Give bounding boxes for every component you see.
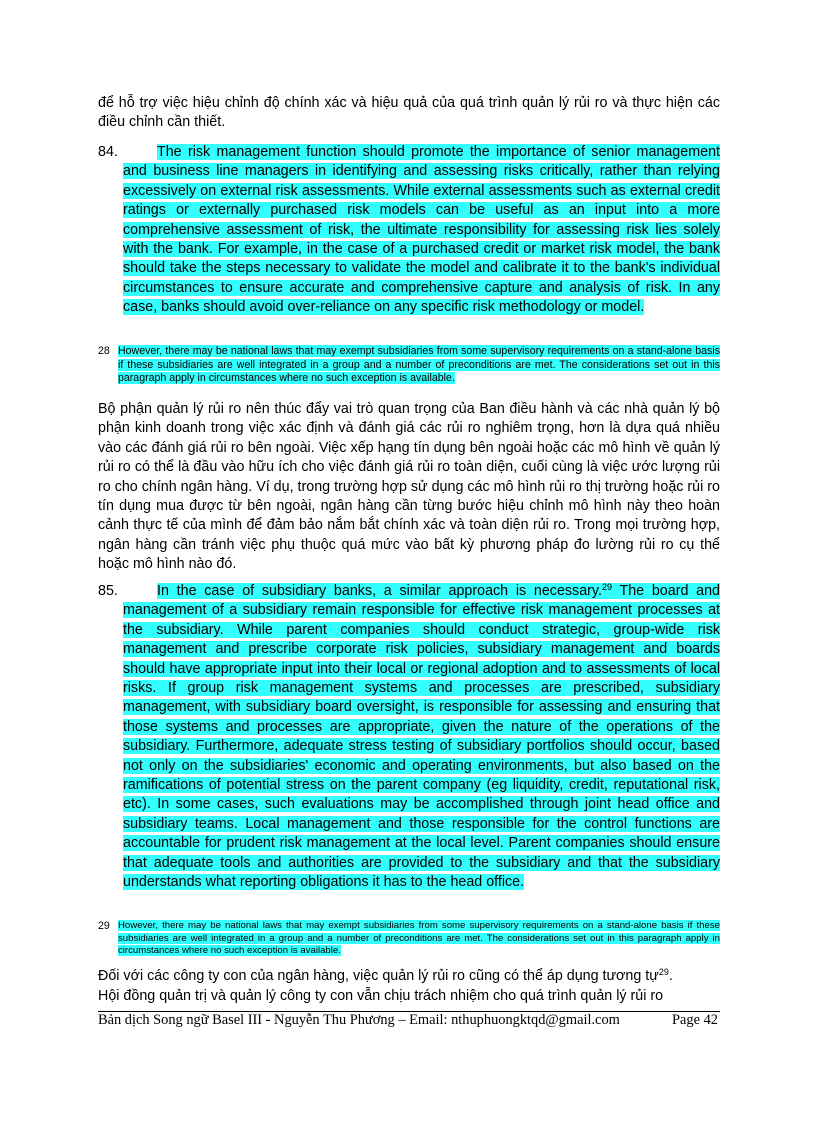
footnote-28-text: However, there may be national laws that may exempt subsidiaries from some supervisory requirements on a stand-alone basis if these subsidiaries are well integrated in a group and a number of preconditions are met. The considerations set out in this paragraph apply in circumstances where no such exception is available. xyxy=(118,345,720,385)
paragraph-85-lead: In the case of subsidiary banks, a similar approach is necessary. xyxy=(157,583,602,599)
footer-credit: Bản dịch Song ngữ Basel III - Nguyễn Thu Phương – Email: nthuphuongktqd@gmail.com xyxy=(98,1012,620,1028)
vietnamese-paragraph-85-line2: Hội đồng quản trị và quản lý công ty con vẫn chịu trách nhiệm cho quá trình quản lý rủi ro xyxy=(98,988,664,1004)
footnote-ref-29[interactable]: 29 xyxy=(601,582,612,592)
footnote-number: 28 xyxy=(98,345,110,357)
footnote-28 xyxy=(98,345,720,386)
vietnamese-paragraph-84: Bộ phận quản lý rủi ro nên thúc đẩy vai trò quan trọng của Ban điều hành và các nhà quản lý bộ phận kinh doanh trong việc xác định và đánh giá các rủi ro nghiêm trọng, hơn là dựa quá nhiều vào các đánh giá rủi ro bên ngoài. Việc xếp hạng tín dụng bên ngoài hoặc các mô hình về quản lý rủi ro có thể là đầu vào hữu ích cho việc đánh giá rủi ro toàn diện, cuối cùng là việc ước lượng rủi ro cho chính ngân hàng. Ví dụ, trong trường hợp sử dụng các mô hình rủi ro thị trường hoặc rủi ro tín dụng mua được từ bên ngoài, ngân hàng cần từng bước hiệu chỉnh mô hình này theo hoàn cảnh thực tế của mình để đảm bảo nắm bắt chính xác và toàn diện rủi ro. Trong mọi trường hợp, ngân hàng cần tránh việc phụ thuộc quá mức vào bất kỳ phương pháp đo lường rủi ro cụ thể hoặc mô hình nào đó. xyxy=(98,401,720,573)
footnote-ref-29[interactable]: 29 xyxy=(658,967,669,977)
footnote-number: 29 xyxy=(98,920,110,932)
paragraph-number: 85. xyxy=(98,583,118,599)
vn85-period: . xyxy=(668,968,673,984)
paragraph-85 xyxy=(98,582,720,893)
intro-tail-text: để hỗ trợ việc hiệu chỉnh độ chính xác và hiệu quả của quá trình quản lý rủi ro và thực hiện các điều chỉnh cần thiết. xyxy=(98,95,720,131)
footnote-29 xyxy=(98,920,720,958)
vn85-text: Đối với các công ty con của ngân hàng, việc quản lý rủi ro cũng có thể áp dụng tương tự xyxy=(98,968,659,984)
page-number: Page 42 xyxy=(672,1012,718,1028)
paragraph-85-text: The board and management of a subsidiary remain responsible for effective risk management processes at the subsidiary. While parent companies should conduct strategic, group-wide risk management and prescribe corporate risk policies, subsidiary management and boards should have appropriate input into their local or regional adoption and to assessments of local risks. If group risk management systems and processes are prescribed, subsidiary management, with subsidiary board oversight, is responsible for assessing and ensuring that those systems and processes are appropriate, given the nature of the operations of the subsidiary. Furthermore, adequate stress testing of subsidiary portfolios should occur, based not only on the subsidiaries' economic and operating environments, but also based on the ramifications of potential stress on the parent company (eg liquidity, credit, reputational risk, etc). In some cases, such evaluations may be accomplished through joint head office and subsidiary teams. Local management and those responsible for the control functions are accountable for prudent risk management at the local level. Parent companies should ensure that adequate tools and authorities are provided to the subsidiary and that the subsidiary understands what reporting obligations it has to the head office. xyxy=(123,583,720,891)
paragraph-number: 84. xyxy=(98,144,118,160)
vietnamese-paragraph-85-line1 xyxy=(98,967,720,986)
footnote-29-text: However, there may be national laws that may exempt subsidiaries from some supervisory requirements on a stand-alone basis if these subsidiaries are well integrated in a group and a number of preconditions are met. The considerations set out in this paragraph apply in circumstances where no such exception is available. xyxy=(118,920,720,957)
paragraph-84-text: The risk management function should promote the importance of senior management and business line managers in identifying and assessing risks critically, rather than relying excessively on external risk assessments. While external assessments such as external credit ratings or externally purchased risk models can be useful as an input into a more comprehensive assessment of risk, the ultimate responsibility for assessing risk lies solely with the bank. For example, in the case of a purchased credit or market risk model, the bank should take the steps necessary to validate the model and calibrate it to the bank's individual circumstances to ensure accurate and comprehensive capture and analysis of risk. In any case, banks should avoid over-reliance on any specific risk methodology or model. xyxy=(123,144,720,316)
paragraph-84 xyxy=(98,143,720,318)
